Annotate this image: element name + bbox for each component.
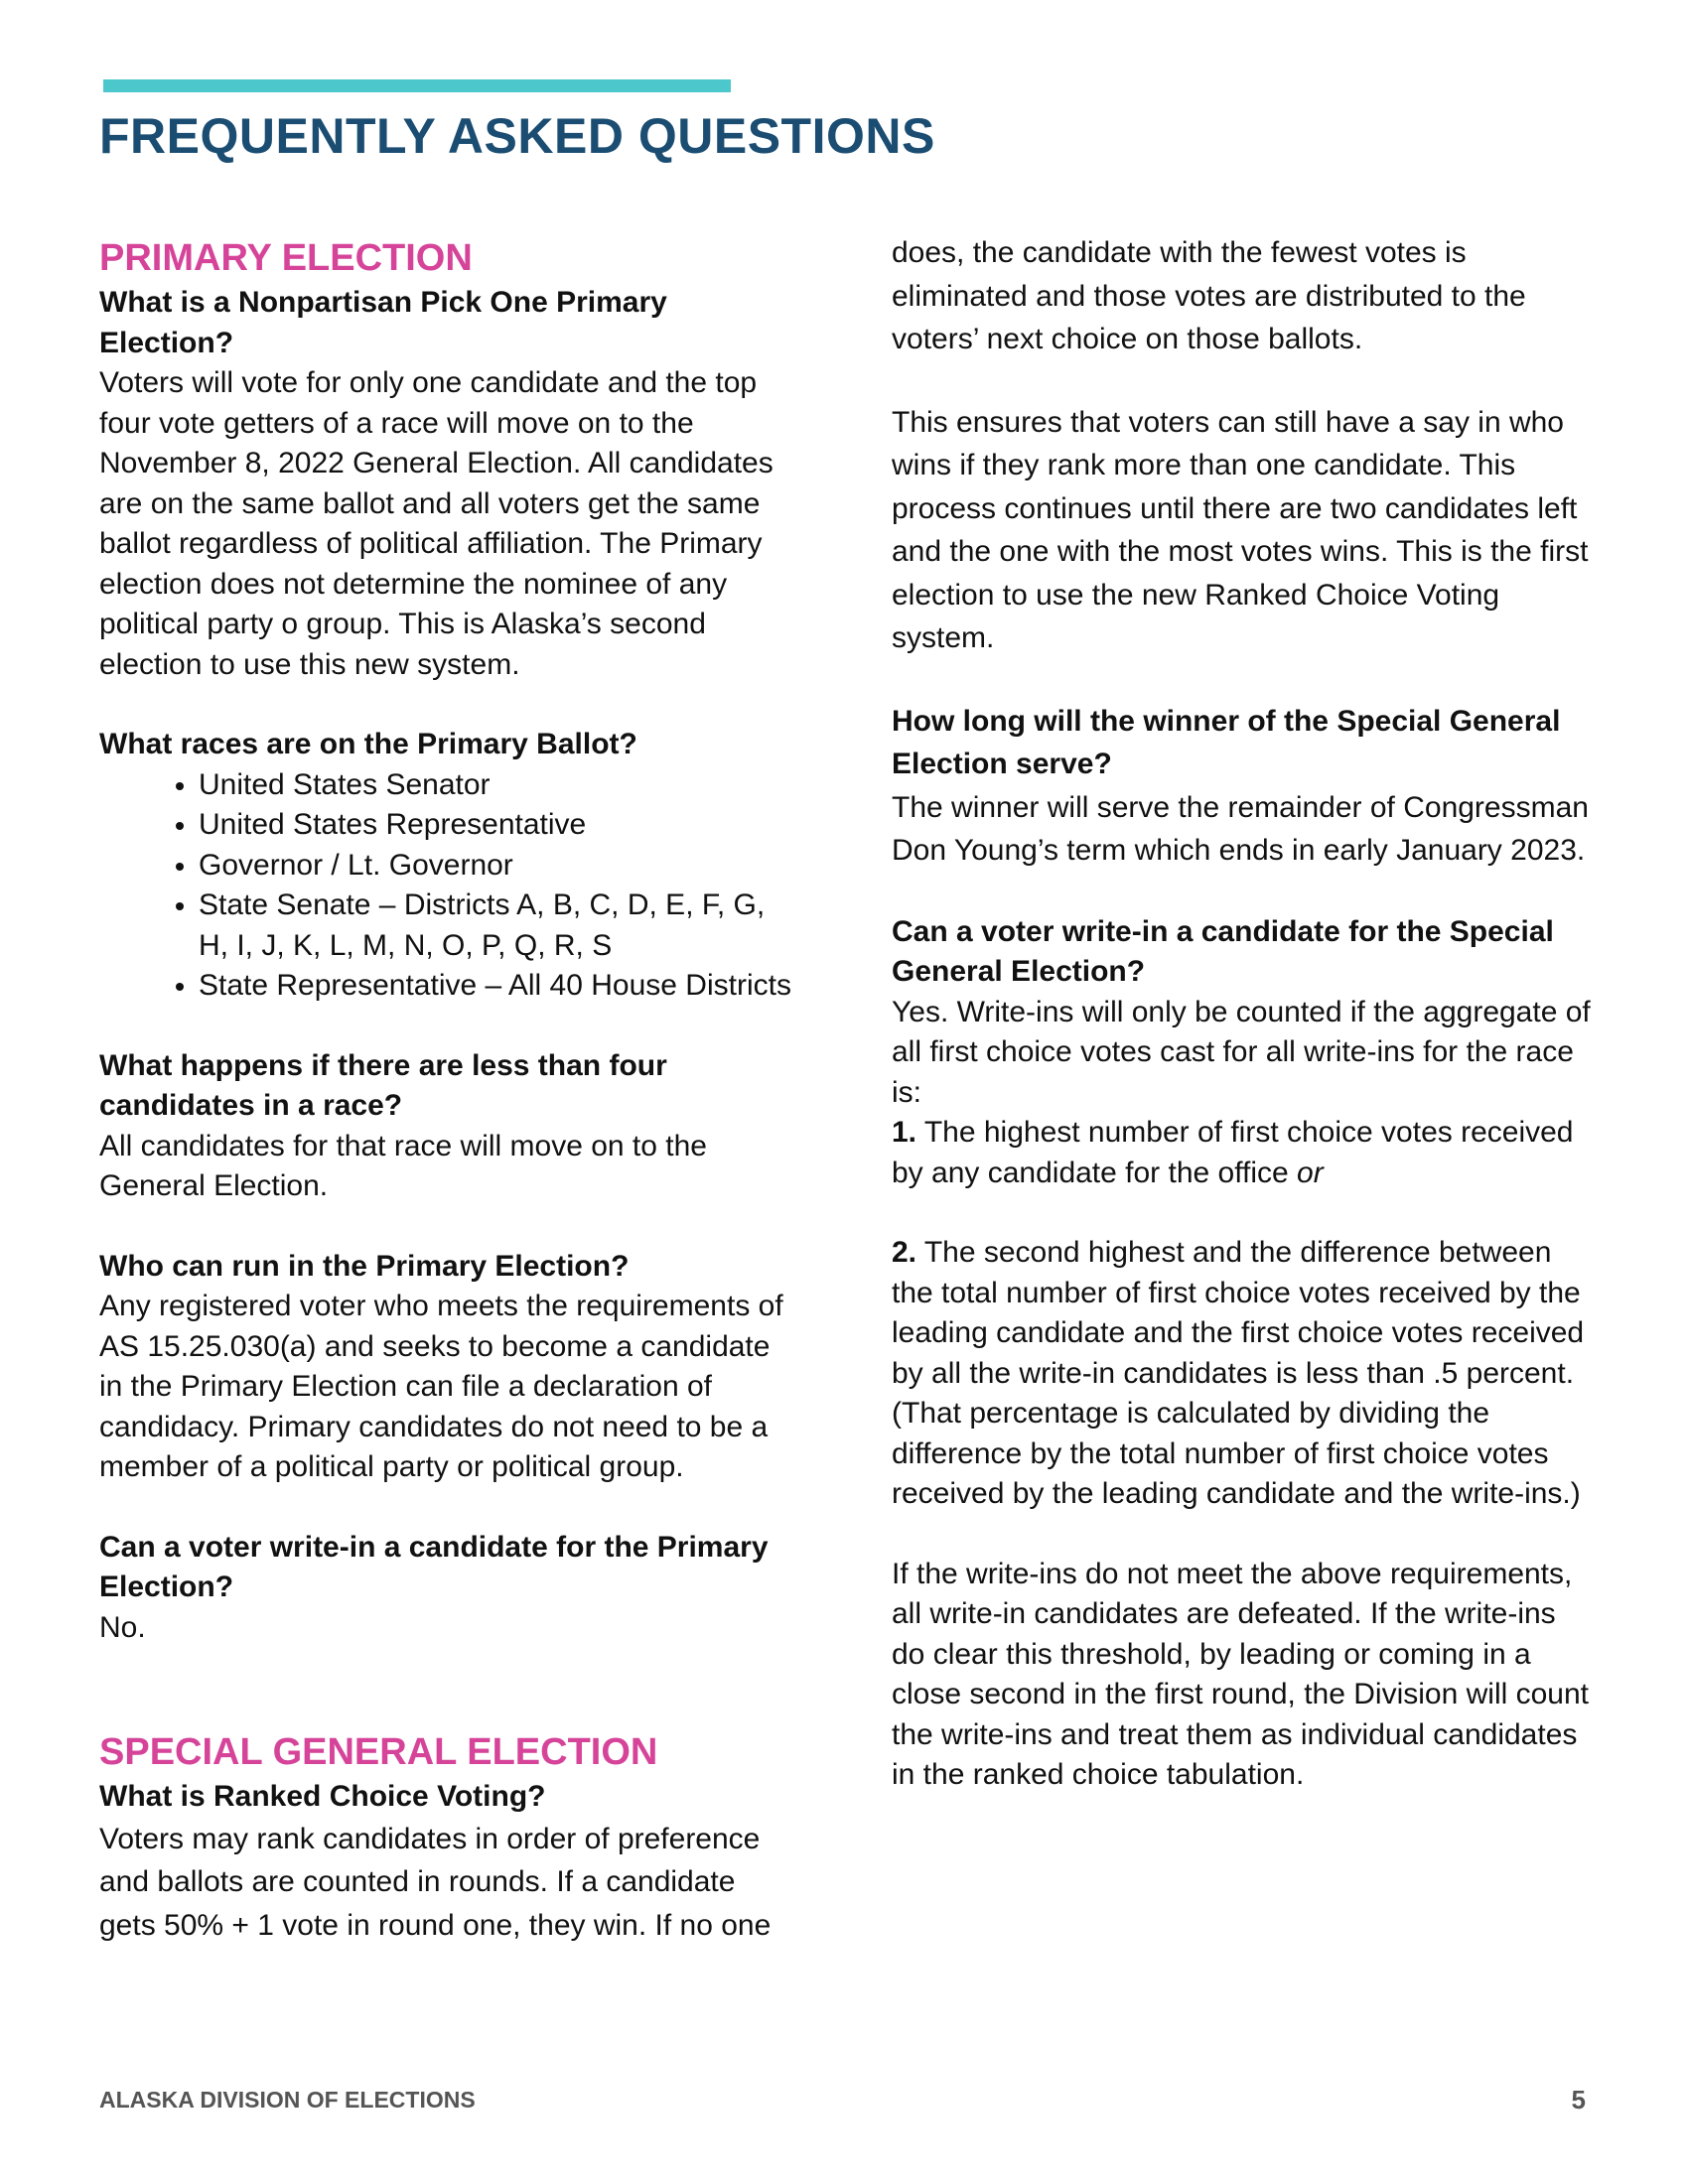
condition-1-text: The highest number of first choice votes received by any candidate for the office (892, 1116, 1574, 1189)
answer-ranked-choice-part2: does, the candidate with the fewest votes is eliminated and those votes are distributed to the voters’ next choice on those ballots. (892, 236, 1526, 355)
primary-races-list (99, 765, 794, 1007)
answer-special-write-in-intro: Yes. Write-ins will only be counted if the aggregate of all first choice votes cast for all write-ins for the race is: (892, 995, 1591, 1109)
special-general-election-heading: SPECIAL GENERAL ELECTION (99, 1731, 658, 1773)
answer-who-can-run: Any registered voter who meets the requirements of AS 15.25.030(a) and seeks to become a candidate in the Primary Election can file a declaration of candidacy. Primary candidates do not need to be a member of a political party or political group. (99, 1290, 783, 1483)
answer-ranked-choice-part1: Voters may rank candidates in order of preference and ballots are counted in rounds. If a candidate gets 50% + 1 vote in round one, they win. If no one (99, 1822, 772, 1942)
write-in-condition-2 (892, 1233, 1597, 1515)
answer-winner-term: The winner will serve the remainder of Congressman Don Young’s term which ends in early January 2023. (892, 790, 1589, 867)
title-accent-bar (103, 79, 731, 92)
question-nonpartisan-primary: What is a Nonpartisan Pick One Primary Election? (99, 286, 667, 359)
page-title: FREQUENTLY ASKED QUESTIONS (99, 108, 935, 164)
page-number: 5 (1571, 2085, 1586, 2115)
list-item: • United States Representative (199, 805, 794, 846)
primary-election-heading: PRIMARY ELECTION (99, 237, 473, 279)
condition-1-number: 1. (892, 1116, 917, 1149)
list-item: • Governor / Lt. Governor (199, 846, 794, 887)
list-item: • State Senate – Districts A, B, C, D, E, F, G, H, I, J, K, L, M, N, O, P, Q, R, S (199, 886, 794, 966)
answer-ranked-choice-ensures: This ensures that voters can still have a say in who wins if they rank more than one candidate. This process continues until there are two candidates left and the one with the most votes wins. This is the first election to use the new Ranked Choice Voting system. (892, 405, 1589, 654)
question-special-write-in: Can a voter write-in a candidate for the Special General Election? (892, 914, 1554, 988)
left-column (99, 233, 794, 1947)
question-who-can-run: Who can run in the Primary Election? (99, 1249, 630, 1283)
write-in-condition-1 (892, 1113, 1597, 1193)
question-primary-write-in: Can a voter write-in a candidate for the Primary Election? (99, 1530, 769, 1603)
answer-less-than-four: All candidates for that race will move on to the General Election. (99, 1129, 707, 1202)
question-primary-races: What races are on the Primary Ballot? (99, 728, 637, 760)
right-column (892, 231, 1597, 1796)
answer-primary-write-in: No. (99, 1610, 146, 1644)
answer-write-in-outcome: If the write-ins do not meet the above requirements, all write-in candidates are defeated. If the write-ins do clear this threshold, by leading or coming in a close second in the first round, the Division will count the write-ins and treat them as individual candidates in the ranked choice tabulation. (892, 1557, 1590, 1791)
list-item: • State Representative – All 40 House Districts (199, 966, 794, 1007)
write-in-section (892, 912, 1597, 1796)
condition-2-number: 2. (892, 1236, 917, 1269)
answer-nonpartisan-primary: Voters will vote for only one candidate and the top four vote getters of a race will move on to the November 8, 2022 General Election. All candidates are on the same ballot and all voters get the same ballot regardless of political affiliation. The Primary election does not determine the nominee of any political party o group. This is Alaska’s second election to use this new system. (99, 366, 774, 681)
footer-organization: ALASKA DIVISION OF ELECTIONS (99, 2087, 476, 2113)
question-ranked-choice: What is Ranked Choice Voting? (99, 1780, 546, 1813)
condition-1-or: or (1297, 1156, 1324, 1189)
list-item: • United States Senator (199, 765, 794, 806)
question-winner-term: How long will the winner of the Special General Election serve? (892, 704, 1561, 780)
condition-2-text: The second highest and the difference between the total number of first choice votes received by the leading candidate and the first choice votes received by all the write-in candidates is less than .5 percent. (That percentage is calculated by dividing the difference by the total number of first choice votes received by the leading candidate and the write-ins.) (892, 1236, 1585, 1510)
question-less-than-four: What happens if there are less than four candidates in a race? (99, 1048, 667, 1122)
